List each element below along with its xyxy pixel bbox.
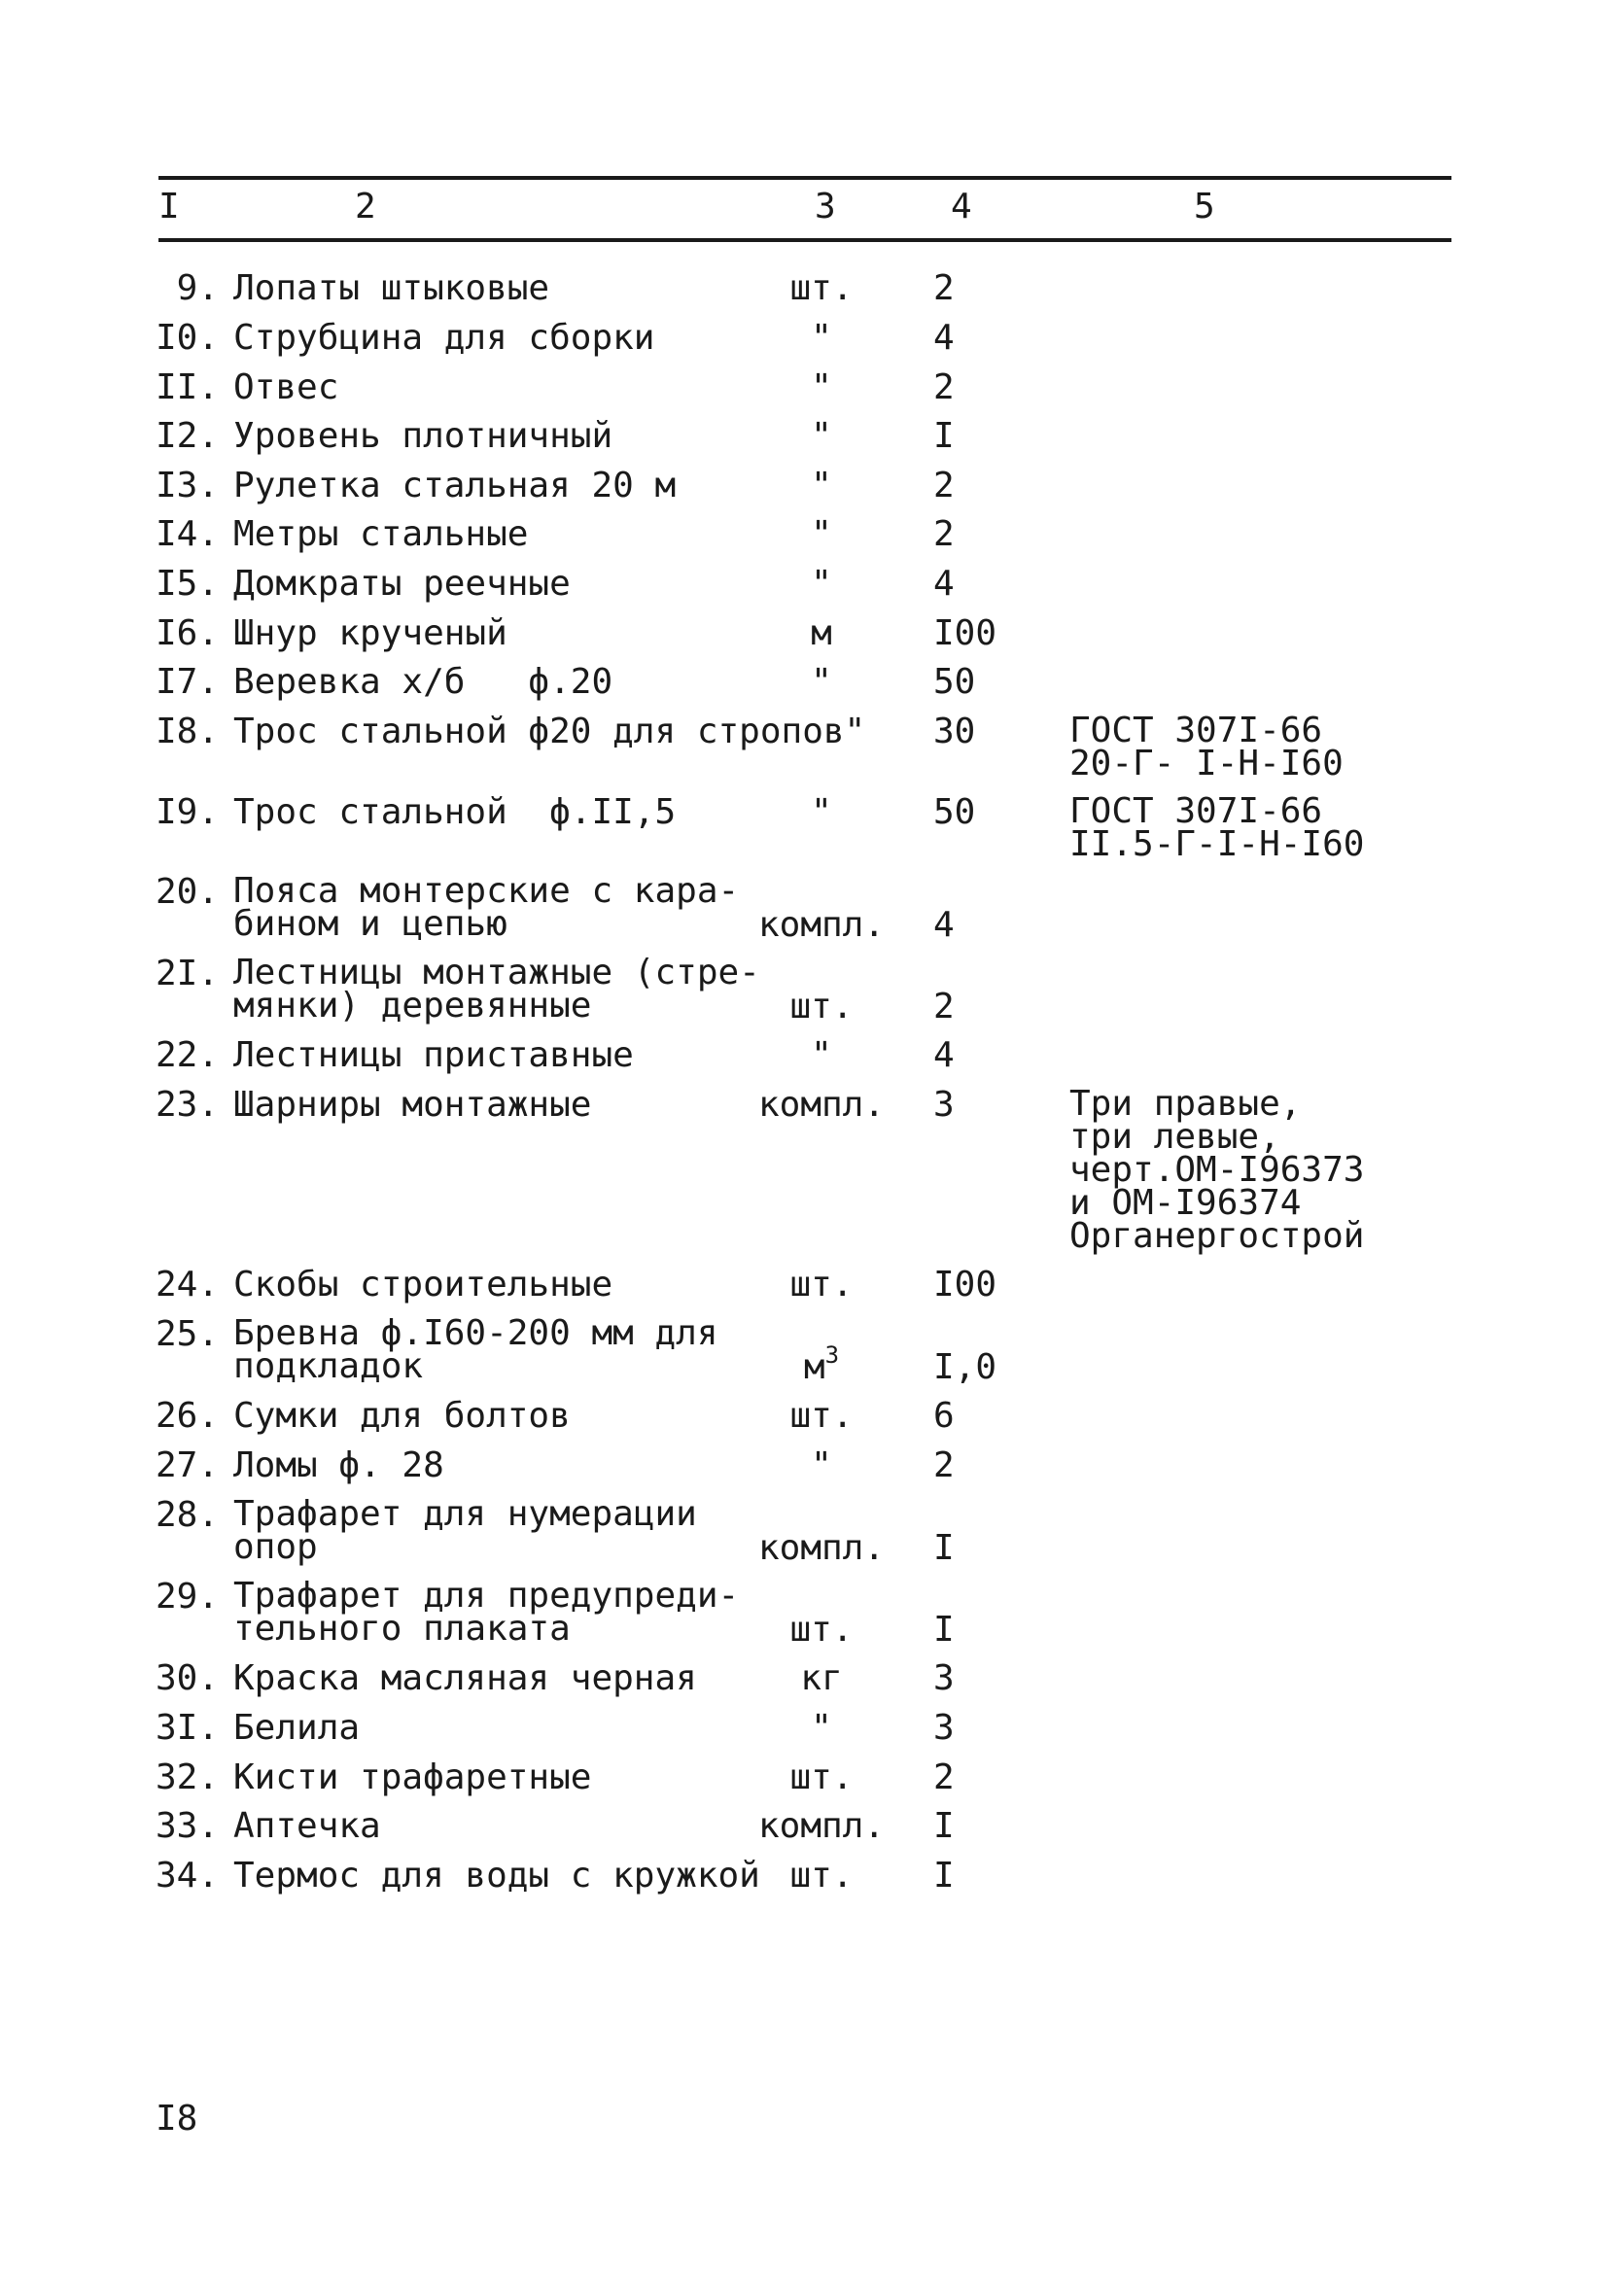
row-unit: ": [811, 514, 832, 554]
row-number: 25.: [155, 1314, 219, 1354]
row-name: Метры стальные: [233, 514, 529, 554]
row-qty: I: [933, 1528, 955, 1568]
row-name: Струбцина для сборки: [233, 318, 655, 358]
row-number: I6.: [155, 613, 219, 653]
row-qty: 3: [933, 1708, 955, 1748]
row-qty: I00: [933, 613, 997, 653]
row-name: Уровень плотничный: [233, 416, 613, 456]
row-qty: 4: [933, 905, 955, 945]
row-qty: 6: [933, 1396, 955, 1436]
row-number: 26.: [155, 1396, 219, 1436]
row-name: Термос для воды с кружкой: [233, 1856, 760, 1896]
row-qty: 3: [933, 1085, 955, 1125]
row-note: Три правые, три левые, черт.ОМ-I96373 и ОМ-I96374 Органергострой: [1069, 1084, 1365, 1256]
header-col-5: 5: [1194, 187, 1215, 226]
row-number: 22.: [155, 1035, 219, 1075]
row-number: 23.: [155, 1085, 219, 1125]
row-number: 9.: [176, 268, 219, 308]
header-col-2: 2: [355, 187, 376, 226]
row-number: I9.: [155, 792, 219, 832]
row-number: I8.: [155, 712, 219, 751]
row-qty: 4: [933, 1035, 955, 1075]
row-qty: 2: [933, 987, 955, 1026]
row-unit: компл.: [757, 1085, 886, 1125]
row-unit: шт.: [789, 1757, 854, 1797]
row-number: I7.: [155, 662, 219, 702]
row-qty: 50: [933, 792, 976, 832]
row-number: 2I.: [155, 954, 219, 993]
row-unit: ": [811, 662, 832, 702]
row-unit: шт.: [789, 1610, 854, 1650]
header-col-4: 4: [951, 187, 972, 226]
row-name: Пояса монтерские с кара- бином и цепью: [233, 871, 740, 944]
row-name: Лестницы приставные: [233, 1035, 634, 1075]
row-name: Сумки для болтов: [233, 1396, 571, 1436]
row-name: Шарниры монтажные: [233, 1085, 592, 1125]
row-qty: 30: [933, 712, 976, 751]
row-number: I4.: [155, 514, 219, 554]
row-unit: компл.: [757, 1806, 886, 1846]
row-unit: ": [811, 1445, 832, 1485]
row-name: Ломы ф. 28: [233, 1445, 444, 1485]
row-name: Бревна ф.I60-200 мм для подкладок: [233, 1313, 718, 1386]
row-qty: 4: [933, 318, 955, 358]
row-name: Краска масляная черная: [233, 1658, 697, 1698]
row-number: I0.: [155, 318, 219, 358]
row-qty: 2: [933, 1757, 955, 1797]
row-name: Трафарет для предупреди- тельного плаката: [233, 1576, 740, 1649]
row-unit: ": [811, 564, 832, 604]
row-unit: ": [811, 466, 832, 505]
row-number: 29.: [155, 1577, 219, 1617]
row-number: 24.: [155, 1265, 219, 1305]
row-name: Аптечка: [233, 1806, 381, 1846]
row-qty: I,0: [933, 1347, 997, 1387]
row-number: 27.: [155, 1445, 219, 1485]
row-qty: I: [933, 1610, 955, 1650]
row-number: I2.: [155, 416, 219, 456]
row-unit: шт.: [789, 268, 854, 308]
row-unit: шт.: [789, 1396, 854, 1436]
row-note: ГОСТ 307I-66 II.5-Г-I-Н-I60: [1069, 791, 1365, 864]
row-qty: 50: [933, 662, 976, 702]
row-qty: 2: [933, 514, 955, 554]
row-qty: I00: [933, 1265, 997, 1305]
row-number: 34.: [155, 1856, 219, 1896]
row-qty: 4: [933, 564, 955, 604]
row-number: 20.: [155, 872, 219, 912]
row-number: I5.: [155, 564, 219, 604]
row-unit: м: [811, 613, 832, 653]
row-qty: I: [933, 1806, 955, 1846]
row-number: 28.: [155, 1495, 219, 1535]
page-number: I8: [156, 2099, 198, 2139]
row-unit: ": [811, 367, 832, 407]
row-unit: ": [811, 792, 832, 832]
row-name: Отвес: [233, 367, 339, 407]
row-name: Трафарет для нумерации опор: [233, 1494, 697, 1567]
header-col-3: 3: [815, 187, 836, 226]
row-number: 3I.: [155, 1708, 219, 1748]
row-name: Белила: [233, 1708, 361, 1748]
row-qty: I: [933, 1856, 955, 1896]
row-qty: 2: [933, 367, 955, 407]
row-number: I3.: [155, 466, 219, 505]
row-name: Рулетка стальная 20 м: [233, 466, 677, 505]
row-name: Домкраты реечные: [233, 564, 571, 604]
table-header-rule: [158, 238, 1451, 242]
row-number: 30.: [155, 1658, 219, 1698]
row-unit: шт.: [789, 987, 854, 1026]
row-unit: ": [811, 318, 832, 358]
row-unit: компл.: [757, 1528, 886, 1568]
table-top-rule: [158, 176, 1451, 180]
row-qty: 2: [933, 268, 955, 308]
row-note: ГОСТ 307I-66 20-Г- I-Н-I60: [1069, 711, 1344, 783]
row-unit: шт.: [789, 1265, 854, 1305]
row-unit: шт.: [789, 1856, 854, 1896]
row-name: Лопаты штыковые: [233, 268, 550, 308]
row-unit: ": [811, 416, 832, 456]
row-qty: 2: [933, 1445, 955, 1485]
row-unit: кг: [800, 1658, 843, 1698]
row-name: Скобы строительные: [233, 1265, 613, 1305]
row-name: Трос стальной ф.II,5: [233, 792, 677, 832]
row-number: 32.: [155, 1757, 219, 1797]
row-name: Веревка х/б ф.20: [233, 662, 613, 702]
row-unit: ": [811, 1708, 832, 1748]
row-unit: компл.: [757, 905, 886, 945]
row-qty: I: [933, 416, 955, 456]
row-name: Лестницы монтажные (стре- мянки) деревянные: [233, 953, 760, 1026]
row-number: II.: [155, 367, 219, 407]
row-qty: 3: [933, 1658, 955, 1698]
row-unit: $м^3$: [803, 1341, 840, 1387]
header-col-1: I: [158, 187, 180, 226]
row-qty: 2: [933, 466, 955, 505]
row-name: Трос стальной ф20 для стропов": [233, 712, 866, 751]
row-number: 33.: [155, 1806, 219, 1846]
row-unit: ": [811, 1035, 832, 1075]
row-name: Кисти трафаретные: [233, 1757, 592, 1797]
row-name: Шнур крученый: [233, 613, 507, 653]
